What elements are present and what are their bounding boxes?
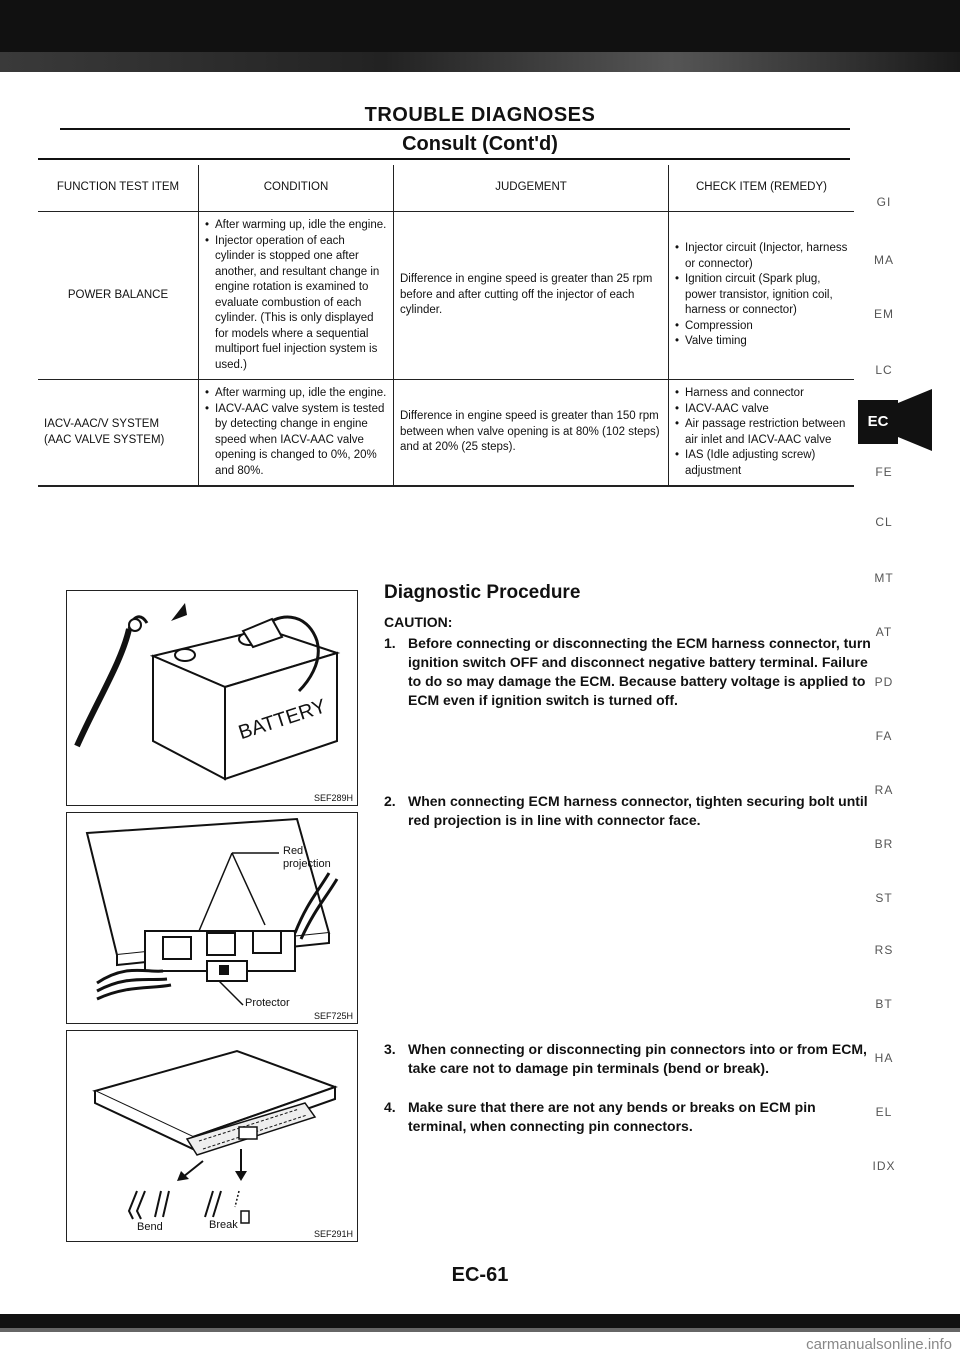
title-rule	[60, 128, 850, 130]
ecm-connector-figure	[66, 812, 358, 1024]
battery-figure	[66, 590, 358, 806]
check-bullet: • Compression	[675, 319, 848, 335]
step-number: 2.	[384, 793, 396, 809]
check-bullet: • Ignition circuit (Spark plug, power transistor, ignition coil, harness or connector)	[675, 272, 848, 319]
check-bullet: • Injector circuit (Injector, harness or connector)	[675, 241, 848, 272]
cell-judgement: Difference in engine speed is greater than 150 rpm between when valve opening is at 80% (102 steps) and at 20% (25 steps).	[394, 380, 669, 487]
cell-check-item	[669, 212, 855, 380]
section-tab-cl[interactable]: CL	[875, 515, 893, 529]
cell-condition	[199, 380, 394, 487]
cell-item	[38, 212, 199, 380]
header-condition: CONDITION	[199, 165, 394, 212]
step-text: Before connecting or disconnecting the ECM harness connector, turn ignition switch OFF and disconnect negative battery terminal. Failure to do so may damage the ECM. Because battery voltage is applied to ECM even if ignition switch is turned off.	[408, 635, 871, 708]
function-test-table	[38, 165, 854, 487]
top-gradient-band	[0, 52, 960, 72]
section-tab-ra[interactable]: RA	[874, 783, 894, 797]
section-tab-pd[interactable]: PD	[874, 675, 894, 689]
figure-code: SEF289H	[313, 793, 353, 803]
condition-bullet: • IACV-AAC valve system is tested by detecting change in engine speed when IACV-AAC valve opening is changed to 0%, 20% and 80%.	[205, 402, 387, 480]
header-judgement: JUDGEMENT	[394, 165, 669, 212]
page-number: EC-61	[451, 1264, 509, 1286]
item-name: IACV-AAC/V SYSTEM	[44, 418, 160, 430]
step-text: Make sure that there are not any bends or breaks on ECM pin terminal, when connecting pin connectors.	[408, 1099, 816, 1134]
active-tab-marker	[898, 385, 932, 455]
svg-text:BATTERY: BATTERY	[235, 695, 329, 745]
cell-check-item	[669, 380, 855, 487]
cell-item	[38, 380, 199, 487]
header-function-test-item: FUNCTION TEST ITEM	[56, 181, 180, 194]
pin-terminal-figure	[66, 1030, 358, 1242]
section-tab-el[interactable]: EL	[875, 1105, 893, 1119]
condition-bullet: • After warming up, idle the engine.	[205, 386, 387, 402]
cell-judgement: Difference in engine speed is greater than 25 rpm before and after cutting off the injector of each cylinder.	[394, 212, 669, 380]
section-tab-ma[interactable]: MA	[874, 253, 894, 267]
pin-terminal-illustration	[67, 1031, 357, 1241]
step-text: When connecting or disconnecting pin connectors into or from ECM, take care not to damage pin terminals (bend or break).	[408, 1041, 867, 1076]
section-tab-bt[interactable]: BT	[875, 997, 893, 1011]
step-number: 3.	[384, 1041, 396, 1057]
battery-illustration	[67, 591, 357, 805]
section-tab-gi[interactable]: GI	[876, 195, 892, 209]
section-tab-fe[interactable]: FE	[875, 465, 893, 479]
condition-bullet: • Injector operation of each cylinder is stopped one after another, and resultant change in engine rotation is examined to evaluate combustion of each cylinder. (This is only displayed for models where a sequential multiport fuel injection system is used.)	[205, 234, 387, 374]
step-number: 1.	[384, 635, 396, 651]
diagnostic-procedure-title: Diagnostic Procedure	[384, 582, 581, 603]
bottom-black-band	[0, 1314, 960, 1328]
section-tab-lc[interactable]: LC	[875, 363, 893, 377]
section-tab-ha[interactable]: HA	[874, 1051, 894, 1065]
section-tab-st[interactable]: ST	[875, 891, 893, 905]
header-check-item: CHECK ITEM (REMEDY)	[669, 165, 855, 212]
page-subtitle: Consult (Cont'd)	[402, 133, 558, 155]
table-row	[38, 212, 854, 380]
subtitle-rule	[38, 158, 850, 160]
section-tab-ec-active[interactable]: EC	[858, 400, 898, 444]
section-tab-br[interactable]: BR	[874, 837, 894, 851]
condition-bullet: • After warming up, idle the engine.	[205, 218, 387, 234]
table-header-row	[38, 165, 854, 212]
check-bullet: • Valve timing	[675, 334, 848, 350]
procedure-step-1	[384, 634, 874, 710]
check-bullet: • Air passage restriction between air inlet and IACV-AAC valve	[675, 417, 848, 448]
procedure-step-2	[384, 792, 874, 830]
item-name: POWER BALANCE	[67, 288, 169, 301]
procedure-step-4	[384, 1098, 874, 1136]
step-text: When connecting ECM harness connector, tighten securing bolt until red projection is in line with connector face.	[408, 793, 868, 828]
section-tab-em[interactable]: EM	[874, 307, 894, 321]
section-tab-at[interactable]: AT	[875, 625, 893, 639]
cell-condition	[199, 212, 394, 380]
protector-label: Protector	[245, 997, 290, 1009]
section-tab-mt[interactable]: MT	[874, 571, 894, 585]
bottom-gray-band	[0, 1328, 960, 1332]
step-number: 4.	[384, 1099, 396, 1115]
page-title: TROUBLE DIAGNOSES	[364, 104, 596, 126]
check-bullet: • IACV-AAC valve	[675, 402, 848, 418]
check-bullet: • Harness and connector	[675, 386, 848, 402]
red-projection-label: Red projection	[283, 845, 331, 870]
watermark: carmanualsonline.info	[806, 1336, 952, 1353]
caution-label: CAUTION:	[384, 614, 453, 630]
item-name-alt: (AAC VALVE SYSTEM)	[44, 433, 165, 446]
procedure-step-3	[384, 1040, 874, 1078]
break-label: Break	[209, 1219, 238, 1231]
section-tab-idx[interactable]: IDX	[872, 1159, 896, 1173]
figure-code: SEF291H	[313, 1229, 353, 1239]
section-tab-fa[interactable]: FA	[875, 729, 893, 743]
table-row	[38, 380, 854, 487]
check-bullet: • IAS (Idle adjusting screw) adjustment	[675, 448, 848, 479]
section-tab-rs[interactable]: RS	[874, 943, 894, 957]
figure-code: SEF725H	[313, 1011, 353, 1021]
bend-label: Bend	[137, 1221, 163, 1233]
